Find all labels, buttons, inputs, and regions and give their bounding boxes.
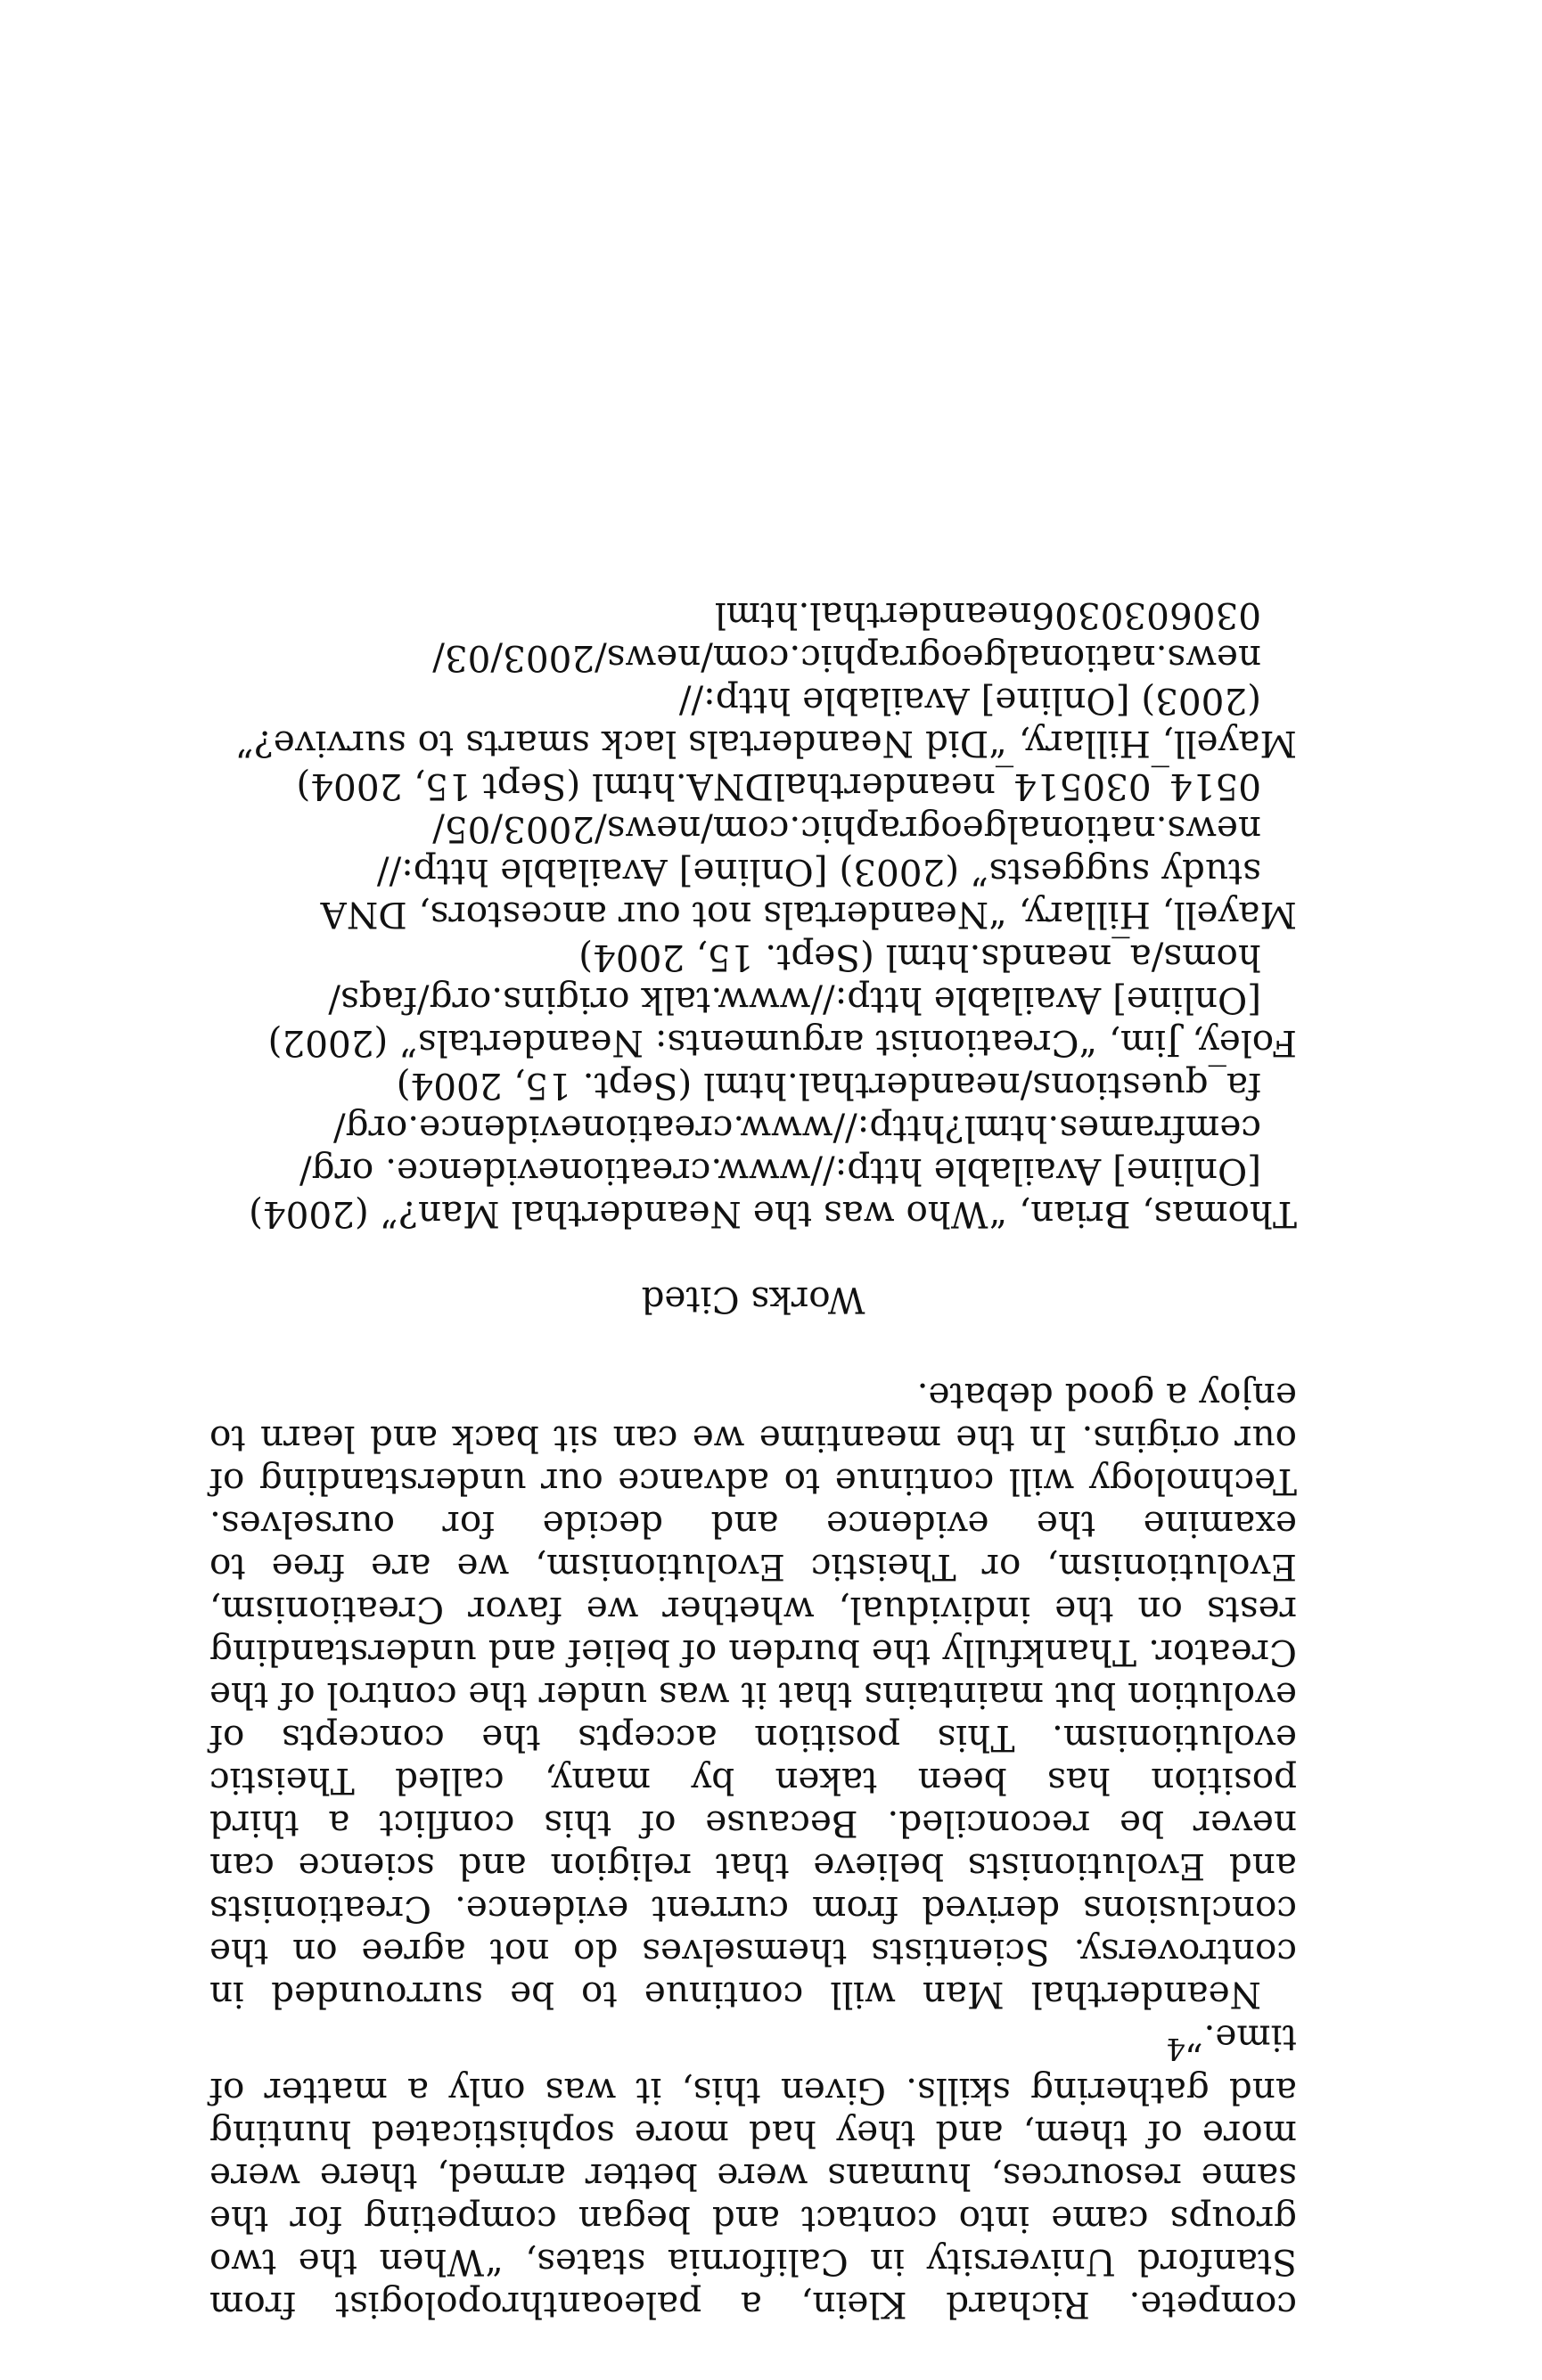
- citation-item: Mayell, Hillary, “Neandertals not our ancestors, DNA study suggests” (2003) [Online] Available http:// news.nationalgeographic.com/news/2003/05/ 0514_030514_neanderthalDNA.html (Sept 15, 2004): [296, 765, 1297, 937]
- citation-item: Thomas, Brian, “Who was the Neanderthal Man?” (2004) [Online] Available http://www.creationevidence. org/ cemframes.html?http://www.creationevidence.org/ fa_questions/neanderthal.html (Sept. 15, 2004): [249, 1065, 1297, 1237]
- footnote-reference: 4: [1166, 2032, 1185, 2066]
- works-cited-heading: Works Cited: [641, 1279, 865, 1322]
- citation-item: Mayell, Hillary, “Did Neandertals lack smarts to survive?” (2003) [Online] Available http:// news.nationalgeographic.com/news/2003/03/ 0306030306neanderthal.html: [235, 594, 1297, 766]
- body-paragraph-1: [209, 2017, 1297, 2327]
- works-cited-list: [209, 595, 1297, 1237]
- citation-item: Foley, Jim, “Creationist arguments: Neandertals” (2002) [Online] Available http://www.talk origins.org/faqs/ homs/a_neands.html (Sept. 15, 2004): [267, 936, 1297, 1066]
- page-content: [209, 595, 1297, 2327]
- body-paragraph-2: Neanderthal Man will continue to be surrounded in controversy. Scientists themselves do not agree on the conclusions derived from current evidence. Creationists and Evolutionists believe that religion and science can never be reconciled. Because of this conflict a third position has been taken by many, called Theistic evolutionism. This position accepts the concepts of evolution but maintains that it was under the control of the Creator. Thankfully the burden of belief and understanding rests on the individual, whether we favor Creationism, Evolutionism, or Theistic Evolutionism, we are free to examine the evidence and decide for ourselves. Technology will continue to advance our understanding of our origins. In the meantime we can sit back and learn to enjoy a good debate.: [209, 1375, 1297, 2017]
- paragraph-1-text: compete. Richard Klein, a paleoanthropologist from Stanford University in California states, “When the two groups came into contact and began competing for the same resources, humans were better armed, there were more of them, and they had more sophisticated hunting and gathering skills. Given this, it was only a matter of time.”: [209, 2016, 1297, 2327]
